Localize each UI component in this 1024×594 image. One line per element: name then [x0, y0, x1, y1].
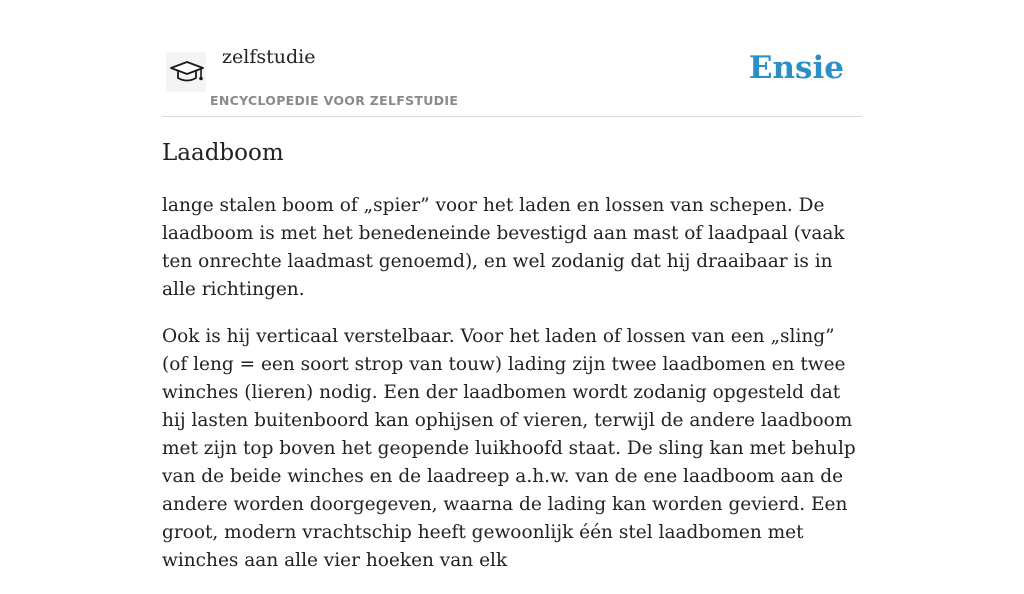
site-header: [162, 0, 862, 117]
graduation-cap-icon: [168, 56, 206, 88]
page-title: Laadboom: [162, 140, 284, 166]
article-paragraph: lange stalen boom of „spier” voor het laden en lossen van schepen. De laadboom is met het benedeneinde bevestigd aan mast of laadpaal (vaak ten onrechte laadmast genoemd), en wel zodanig dat hij draaibaar is in alle richtingen.: [162, 195, 845, 300]
brand-logo-link[interactable]: Ensie: [748, 50, 844, 86]
article-body: [162, 192, 862, 594]
site-logo[interactable]: [166, 52, 206, 92]
article-paragraph: Ook is hij verticaal verstelbaar. Voor het laden of lossen van een „sling” (of leng = een soort strop van touw) lading zijn twee laadbomen en twee winches (lieren) nodig. Een der laadbomen wordt zodanig opgesteld dat hij lasten buitenboord kan ophijsen of vieren, terwijl de andere laadboom met zijn top boven het geopende luikhoofd staat. De sling kan met behulp van de beide winches en de laadreep a.h.w. van de ene laadboom aan de andere worden doorgegeven, waarna de lading kan worden gevierd. Een groot, modern vrachtschip heeft gewoonlijk één stel laadbomen met winches aan alle vier hoeken van elk: [162, 326, 856, 571]
site-name[interactable]: zelfstudie: [222, 46, 316, 68]
site-subtitle: ENCYCLOPEDIE VOOR ZELFSTUDIE: [210, 93, 459, 108]
